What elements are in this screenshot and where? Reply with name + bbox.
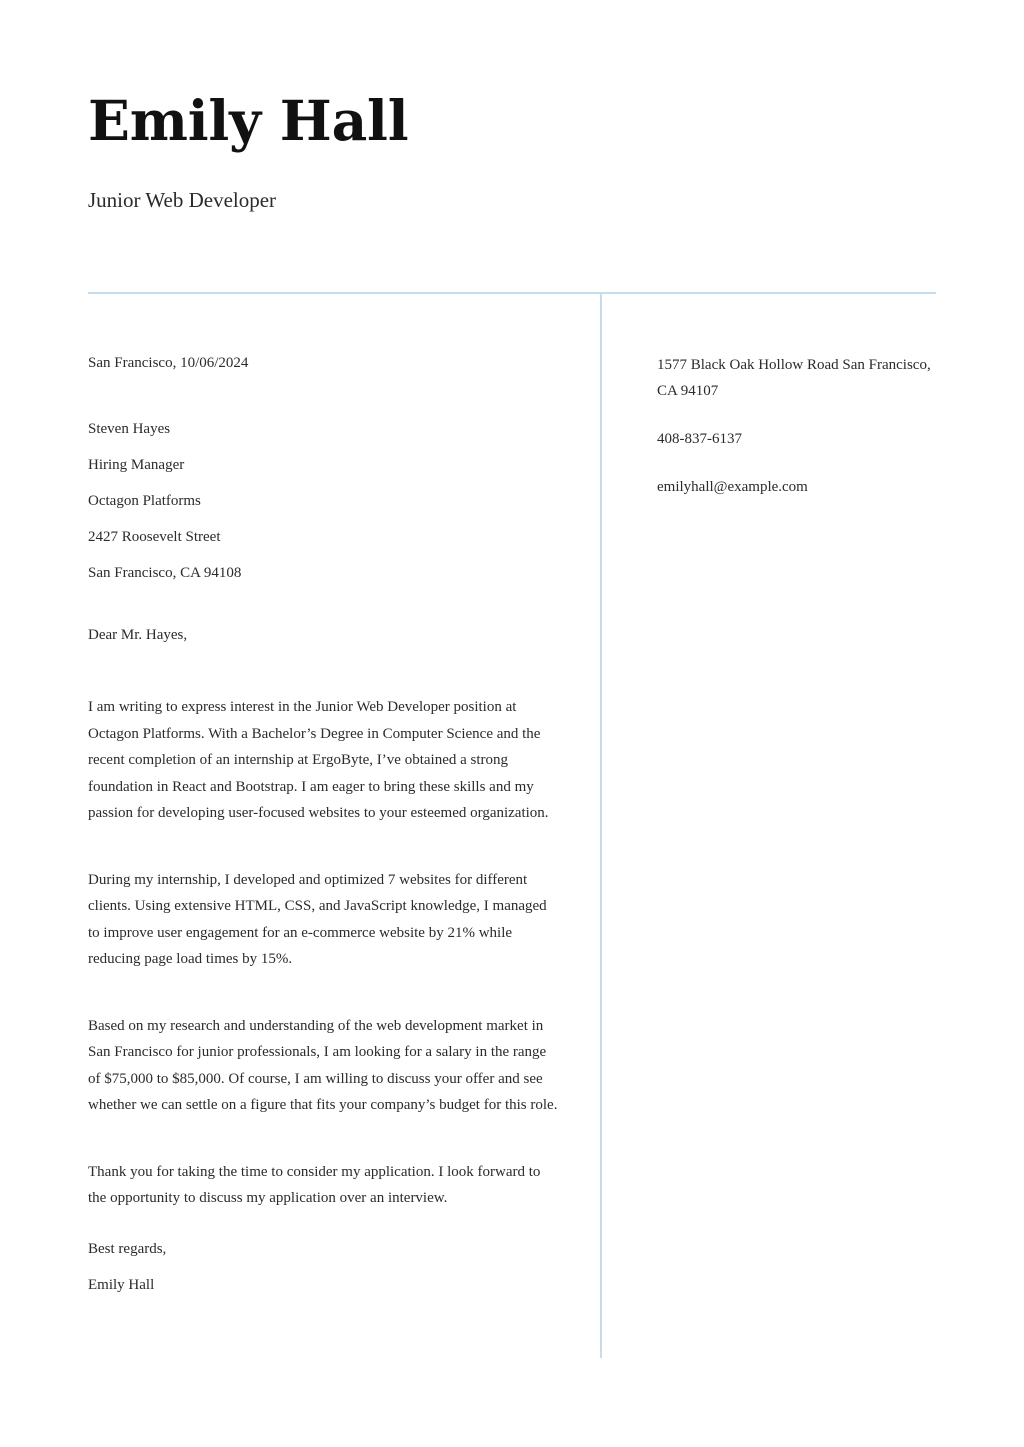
contact-address: 1577 Black Oak Hollow Road San Francisco, CA 94107 (657, 357, 931, 399)
paragraph-intro: I am writing to express interest in the Junior Web Developer position at Octagon Platforms. With a Bachelor’s Degree in Computer Science and the recent completion of an internship at ErgoByte, I’ve obtained a strong foundation in React and Bootstrap. I am eager to bring these skills and my passion for developing user-focused websites to your esteemed organization. (88, 699, 549, 821)
contact-column (657, 352, 942, 500)
paragraph-experience: During my internship, I developed and optimized 7 websites for different clients. Using extensive HTML, CSS, and JavaScript knowledge, I managed to improve user engagement for an e-commerce website by 21% while reducing page load times by 15%. (88, 871, 547, 967)
contact-email[interactable]: emilyhall@example.com (657, 479, 808, 495)
recipient-role: Hiring Manager (88, 457, 185, 473)
salutation: Dear Mr. Hayes, (88, 627, 188, 643)
letter-paragraphs (88, 694, 558, 1212)
recipient-address-block (88, 418, 558, 584)
salutation-block (88, 624, 558, 646)
date-block (88, 352, 558, 374)
recipient-city: San Francisco, CA 94108 (88, 565, 242, 581)
paragraph-salary: Based on my research and understanding of the web development market in San Francisco for junior professionals, I am looking for a salary in the range of $75,000 to $85,000. Of course, I am willing to discuss your offer and see whether we can settle on a figure that fits your company’s budget for this role. (88, 1017, 558, 1113)
header-divider (88, 292, 936, 294)
recipient-street: 2427 Roosevelt Street (88, 529, 221, 545)
page-title: Emily Hall (88, 88, 409, 153)
date-line: San Francisco, 10/06/2024 (88, 355, 249, 371)
recipient-name: Steven Hayes (88, 421, 171, 437)
letter-body-column (88, 352, 558, 1296)
job-title: Junior Web Developer (88, 187, 277, 212)
contact-phone[interactable]: 408-837-6137 (657, 431, 742, 447)
letter-header (88, 88, 936, 213)
signature-name: Emily Hall (88, 1276, 155, 1293)
paragraph-closing: Thank you for taking the time to consider my application. I look forward to the opportunity to discuss my application over an interview. (88, 1163, 541, 1206)
column-divider (600, 293, 602, 1358)
closing-phrase: Best regards, (88, 1240, 167, 1257)
recipient-company: Octagon Platforms (88, 493, 201, 509)
signature-block (88, 1238, 558, 1296)
